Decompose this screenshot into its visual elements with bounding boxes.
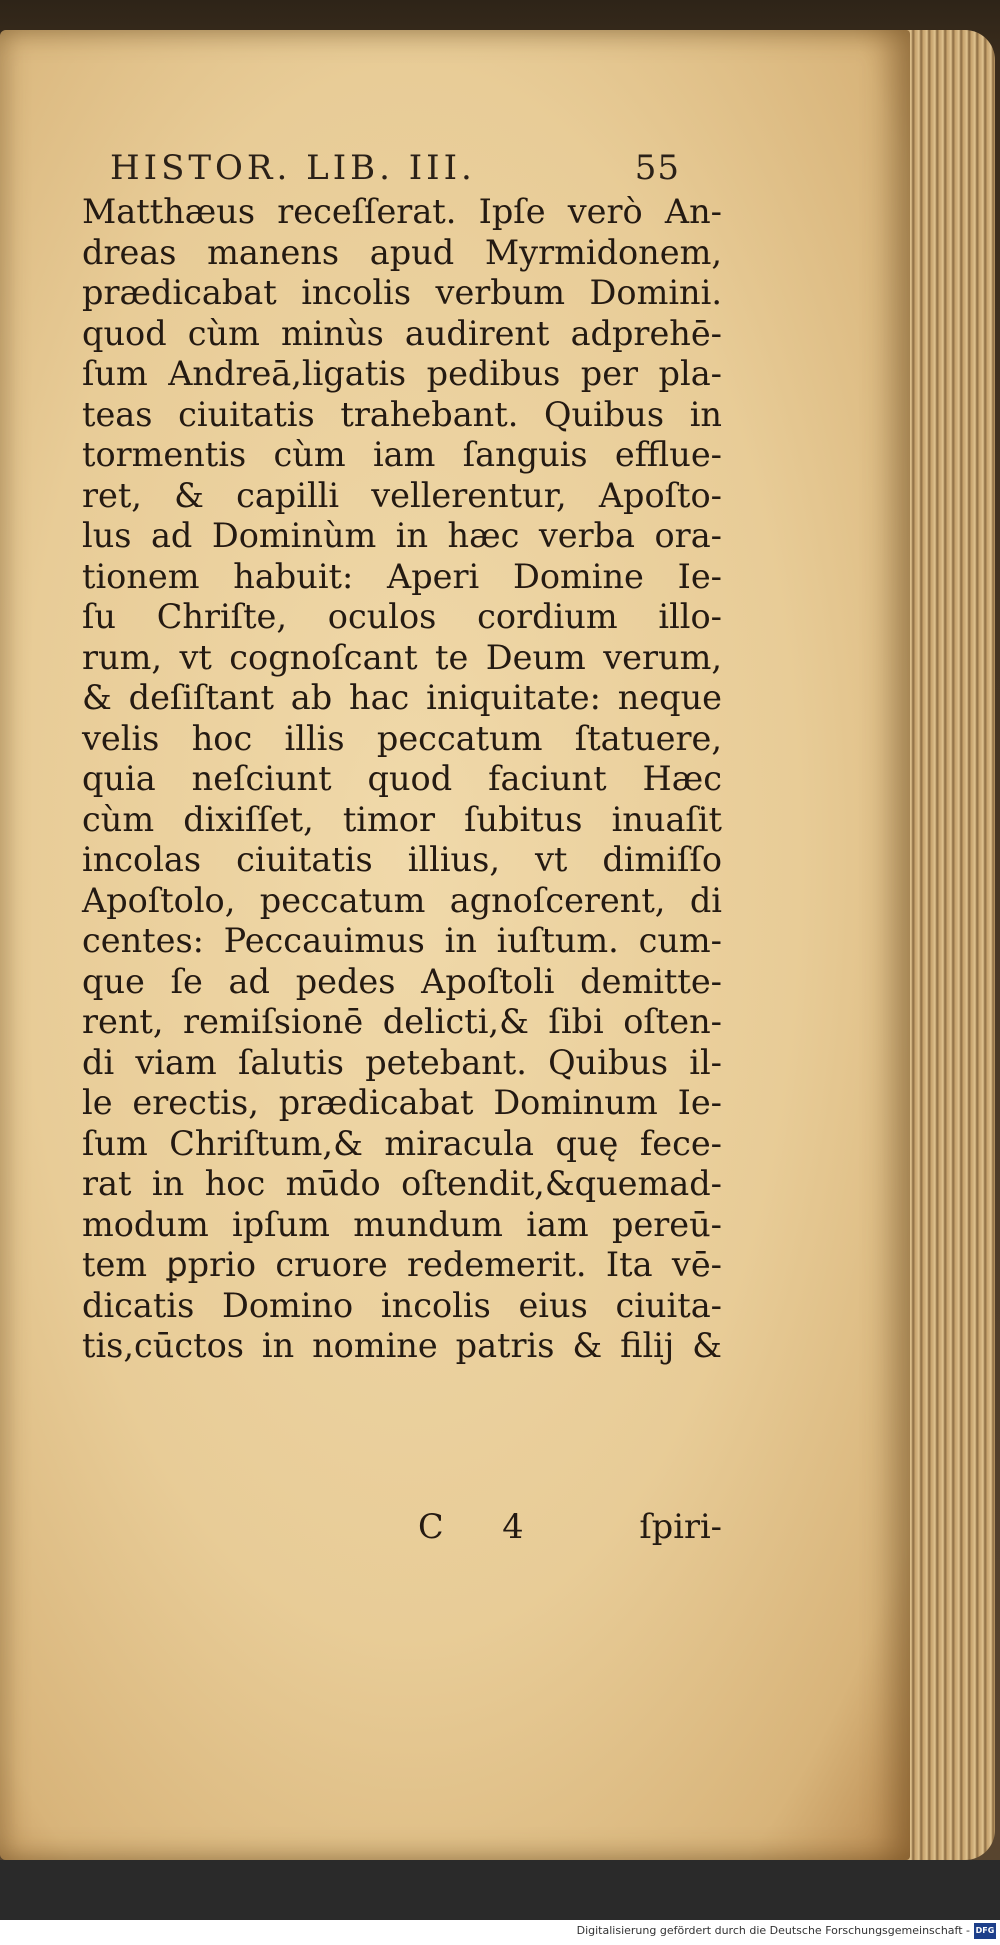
page-edges — [900, 30, 995, 1860]
text-line: dicatis Domino incolis eius ciuita- — [82, 1285, 722, 1325]
catchword: ſpiri- — [639, 1507, 722, 1546]
text-line: ſu Chriſte, oculos cordium illo- — [82, 597, 722, 636]
signature-mark: C 4 — [418, 1507, 548, 1546]
signature-line — [82, 1507, 722, 1551]
text-line: rent, remiſsionē delicti,& ſibi oſten- — [82, 1002, 722, 1041]
text-line: tem ꝑprio cruore redemerit. Ita vē- — [82, 1245, 722, 1284]
scan-bottom-strip — [0, 1860, 1000, 1920]
page-header — [110, 148, 680, 192]
text-line: & deſiſtant ab hac iniquitate: neque — [82, 678, 722, 717]
text-line: Apoſtolo, peccatum agnoſcerent, di — [82, 880, 722, 920]
text-line: que ſe ad pedes Apoſtoli demitte- — [82, 961, 722, 1001]
text-line: incolas ciuitatis illius, vt dimiſſo — [82, 840, 722, 879]
text-line: tionem habuit: Aperi Domine Ie- — [82, 556, 722, 596]
text-line: di viam ſalutis petebant. Quibus il- — [82, 1042, 722, 1082]
text-line: rat in hoc mūdo oſtendit,&quemad- — [82, 1164, 722, 1203]
text-line: dreas manens apud Myrmidonem, — [82, 232, 722, 272]
body-text — [82, 192, 722, 1367]
text-line: centes: Peccauimus in iuſtum. cum- — [82, 921, 722, 960]
text-line: quod cùm minùs audirent adprehē- — [82, 313, 722, 353]
credit-bar — [0, 1920, 1000, 1945]
text-line: velis hoc illis peccatum ſtatuere, — [82, 718, 722, 758]
text-line: tormentis cùm iam ſanguis efflue- — [82, 435, 722, 474]
text-line: teas ciuitatis trahebant. Quibus in — [82, 394, 722, 434]
text-line: cùm dixiſſet, timor ſubitus inuaſit — [82, 799, 722, 839]
text-line: modum ipſum mundum iam pereū- — [82, 1204, 722, 1244]
page-number: 55 — [634, 148, 680, 188]
text-line: le erectis, prædicabat Dominum Ie- — [82, 1083, 722, 1122]
text-line: ſum Chriſtum,& miracula quę fece- — [82, 1123, 722, 1163]
text-line: tis,cūctos in nomine patris & filij & — [82, 1326, 722, 1365]
text-line: prædicabat incolis verbum Domini. — [82, 273, 722, 312]
digitization-credit: Digitalisierung gefördert durch die Deutsche Forschungsgemeinschaft - — [576, 1924, 970, 1937]
text-line: rum, vt cognoſcant te Deum verum, — [82, 637, 722, 677]
text-line: ret, & capilli vellerentur, Apoſto- — [82, 475, 722, 515]
text-line: lus ad Dominùm in hæc verba ora- — [82, 516, 722, 555]
running-title: HISTOR. LIB. III. — [110, 148, 476, 188]
text-line: quia neſciunt quod faciunt Hæc — [82, 759, 722, 798]
text-line: ſum Andreā,ligatis pedibus per pla- — [82, 354, 722, 393]
dfg-logo: DFG — [974, 1923, 996, 1939]
text-line: Matthæus receſſerat. Ipſe verò An- — [82, 192, 722, 231]
